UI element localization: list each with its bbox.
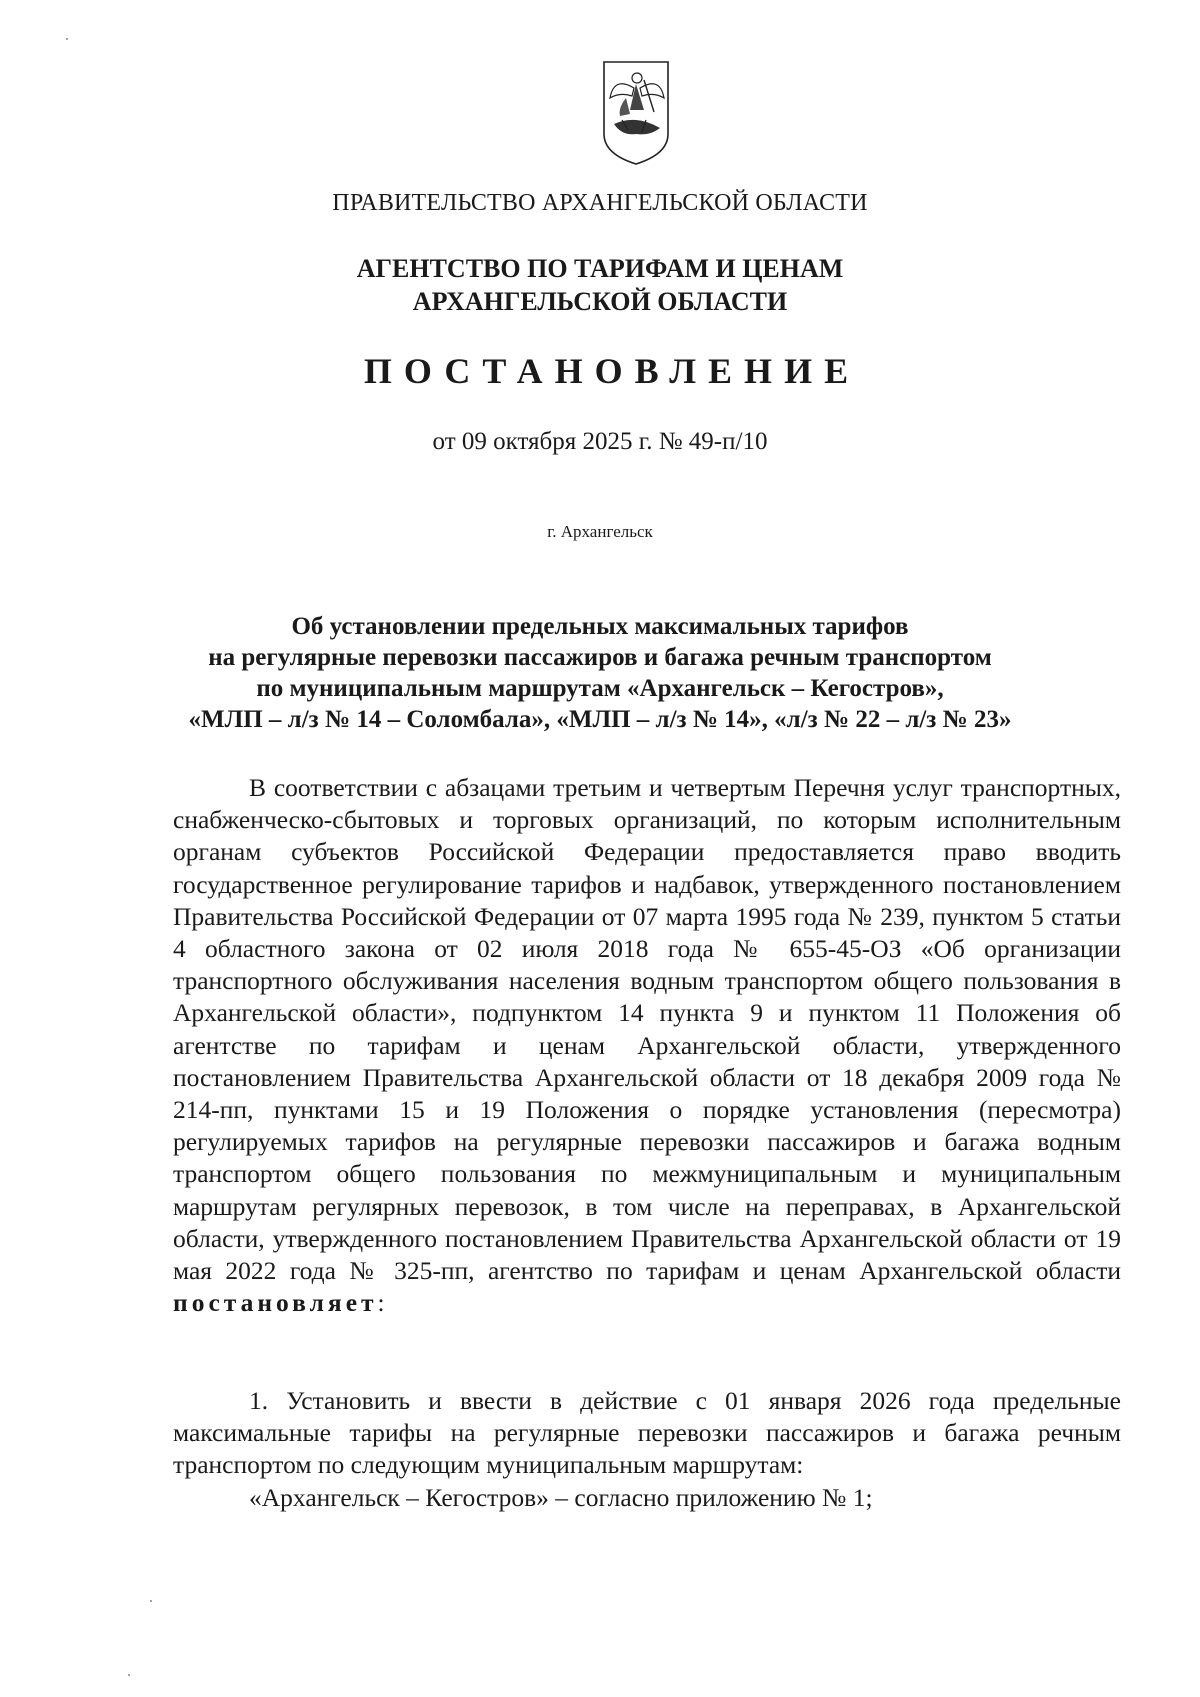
scan-speck	[128, 1674, 130, 1676]
subject-line: по муниципальным маршрутам «Архангельск – Кегостров»,	[256, 675, 944, 702]
document-city: г. Архангельск	[547, 522, 653, 541]
preamble-text: В соответствии с абзацами третьим и четвертым Перечня услуг транспортных, снабженческо-сбытовых и торговых организаций, по которым исполнительным органам субъектов Российской Федерации предоставляется право вводить государственное регулирование тарифов и надбавок, утвержденного постановлением Правительства Российской Федерации от 07 марта 1995 года № 239, пунктом 5 статьи 4 областного закона от 02 июля 2018 года № 655-45-ОЗ «Об организации транспортного обслуживания населения водным транспортом общего пользования в Архангельской области», подпунктом 14 пункта 9 и пунктом 11 Положения об агентстве по тарифам и ценам Архангельской области, утвержденного постановлением Правительства Архангельской области от 18 декабря 2009 года № 214-пп, пунктами 15 и 19 Положения о порядке установления (пересмотра) регулируемых тарифов на регулярные перевозки пассажиров и багажа водным транспортом общего пользования по межмуниципальным и муниципальным маршрутам регулярных перевозок, в том числе на переправах, в Архангельской области, утвержденного постановлением Правительства Архангельской области от 19 мая 2022 года № 325-пп, агентство по тарифам и ценам Архангельской области	[173, 773, 1121, 1286]
resolves-word: постановляет	[173, 1288, 378, 1318]
document-date-number: от 09 октября 2025 г. № 49-п/10	[432, 428, 768, 455]
agency-title-line: АРХАНГЕЛЬСКОЙ ОБЛАСТИ	[412, 287, 788, 316]
subject-line: Об установлении предельных максимальных тарифов	[291, 613, 909, 640]
scan-speck	[66, 38, 68, 40]
preamble-paragraph	[173, 772, 1121, 1319]
subject-line: на регулярные перевозки пассажиров и багажа речным транспортом	[208, 644, 992, 671]
subject-line: «МЛП – л/з № 14 – Соломбала», «МЛП – л/з № 14», «л/з № 22 – л/з № 23»	[188, 706, 1012, 733]
coat-of-arms-icon	[600, 58, 672, 168]
agency-title	[0, 252, 1200, 318]
document-type-heading: ПОСТАНОВЛЕНИЕ	[363, 351, 861, 391]
clause-1-paragraph: 1. Установить и ввести в действие с 01 января 2026 года предельные максимальные тарифы на регулярные перевозки пассажиров и багажа речным транспортом по следующим муниципальным маршрутам:	[173, 1386, 1121, 1480]
resolves-colon: :	[377, 1288, 385, 1318]
document-subject	[0, 611, 1200, 735]
agency-title-line: АГЕНТСТВО ПО ТАРИФАМ И ЦЕНАМ	[356, 254, 844, 283]
government-title: ПРАВИТЕЛЬСТВО АРХАНГЕЛЬСКОЙ ОБЛАСТИ	[332, 190, 868, 216]
scan-speck	[150, 1600, 152, 1602]
route-list-item: «Архангельск – Кегостров» – согласно приложению № 1;	[249, 1483, 873, 1512]
